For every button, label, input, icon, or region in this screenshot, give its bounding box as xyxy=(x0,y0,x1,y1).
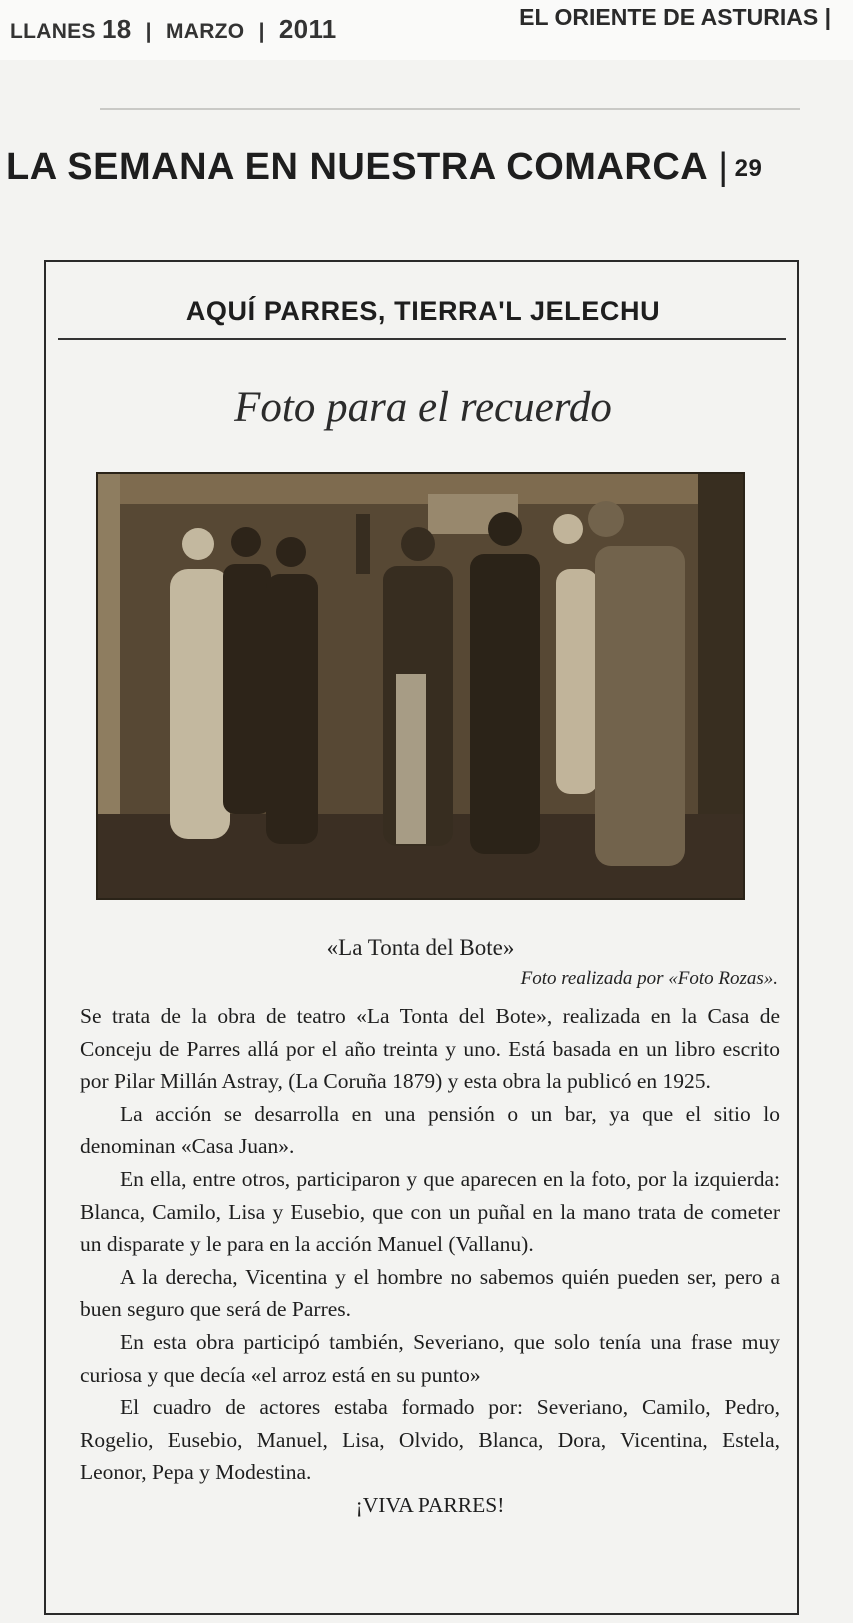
article-paragraph: La acción se desarrolla en una pensión o un bar, ya que el sitio lo denominan «Casa Juan». xyxy=(80,1101,780,1159)
separator: | xyxy=(258,20,265,43)
historic-photo xyxy=(96,472,745,900)
article-headline: Foto para el recuerdo xyxy=(234,384,612,431)
article-paragraph: A la derecha, Vicentina y el hombre no sabemos quién pueden ser, pero a buen seguro que será de Parres. xyxy=(80,1264,780,1322)
column-title: AQUÍ PARRES, TIERRA'L JELECHU xyxy=(185,296,661,326)
photo-illustration xyxy=(98,474,745,900)
newspaper-name: EL ORIENTE DE ASTURIAS | xyxy=(519,4,831,30)
article-paragraph: El cuadro de actores estaba formado por: Severiano, Camilo, Pedro, Rogelio, Eusebio, Manuel, Lisa, Olvido, Blanca, Dora, Vicentina, Estela, Leonor, Pepa y Modestina. xyxy=(80,1395,780,1485)
article-paragraph: En esta obra participó también, Severiano, que solo tenía una frase muy curiosa y que decía «el arroz está en su punto» xyxy=(80,1329,780,1387)
town-name: LLANES xyxy=(10,20,96,43)
article-closing: ¡VIVA PARRES! xyxy=(355,1492,505,1517)
photo-credit: Foto realizada por «Foto Rozas». xyxy=(520,968,778,989)
article-paragraph: Se trata de la obra de teatro «La Tonta del Bote», realizada en la Casa de Conceju de Parres allá por el año treinta y uno. Está basada en un libro escrito por Pilar Millán Astray, (La Coruña 1879) y esta obra la publicó en 1925. xyxy=(80,1004,780,1094)
photo-caption-title: «La Tonta del Bote» xyxy=(326,935,515,960)
section-title-text: LA SEMANA EN NUESTRA COMARCA xyxy=(6,146,709,188)
article-paragraph: En ella, entre otros, participaron y que aparecen en la foto, por la izquierda: Blanca, Camilo, Lisa y Eusebio, que con un puñal en la mano trata de cometer un disparate y le para en la acción Manuel (Vallanu). xyxy=(80,1166,780,1257)
section-title xyxy=(6,146,762,189)
page-divider xyxy=(100,108,800,110)
separator: | xyxy=(145,20,152,43)
column-title-rule xyxy=(58,338,786,340)
separator: | xyxy=(718,146,729,188)
year-number: 2011 xyxy=(278,14,337,44)
date-line xyxy=(10,14,337,45)
page-number: 29 xyxy=(734,154,763,182)
article-body xyxy=(80,1000,780,1522)
month-name: MARZO xyxy=(165,20,245,43)
day-number: 18 xyxy=(101,14,132,44)
